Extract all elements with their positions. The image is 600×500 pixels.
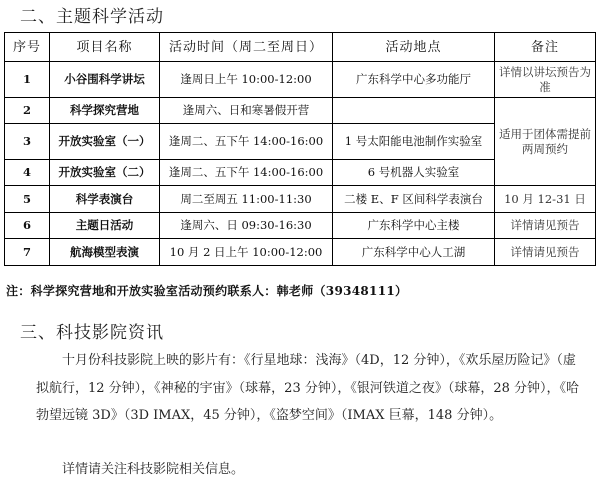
- booking-note: 注：科学探究营地和开放实验室活动预约联系人：韩老师（39348111）: [6, 284, 408, 298]
- row-number: 1: [5, 62, 50, 98]
- activity-name: 科学表演台: [50, 186, 160, 213]
- table-row: [5, 239, 596, 266]
- activity-name: 开放实验室（一）: [50, 124, 160, 160]
- activity-name: 航海模型表演: [50, 239, 160, 266]
- activity-place: 广东科学中心多功能厅: [333, 62, 495, 98]
- row-number: 4: [5, 160, 50, 186]
- activity-remark: 详情请见预告: [495, 239, 596, 266]
- activity-name: 科学探究营地: [50, 98, 160, 124]
- activity-time: 逢周日上午 10:00-12:00: [160, 62, 333, 98]
- activity-remark: 详情请见预告: [495, 213, 596, 239]
- row-number: 5: [5, 186, 50, 213]
- cinema-more-info: 详情请关注科技影院相关信息。: [62, 462, 245, 477]
- table-row: [5, 62, 596, 98]
- row-number: 3: [5, 124, 50, 160]
- row-number: 6: [5, 213, 50, 239]
- header-remark: 备注: [495, 33, 596, 62]
- activity-time: 逢周六、日 09:30-16:30: [160, 213, 333, 239]
- header-name: 项目名称: [50, 33, 160, 62]
- table-row: [5, 186, 596, 213]
- activity-time: 逢周二、五下午 14:00-16:00: [160, 124, 333, 160]
- row-number: 2: [5, 98, 50, 124]
- header-no: 序号: [5, 33, 50, 62]
- table-row: [5, 213, 596, 239]
- table-header-row: [5, 33, 596, 62]
- activity-time: 逢周二、五下午 14:00-16:00: [160, 160, 333, 186]
- activity-remark: 10 月 12-31 日: [495, 186, 596, 213]
- section-3-title: 三、科技影院资讯: [20, 323, 164, 343]
- activity-place: [333, 98, 495, 124]
- activity-time: 周二至周五 11:00-11:30: [160, 186, 333, 213]
- activity-place: 广东科学中心人工湖: [333, 239, 495, 266]
- activity-name: 主题日活动: [50, 213, 160, 239]
- activity-table: [4, 32, 596, 266]
- row-number: 7: [5, 239, 50, 266]
- activity-place: 广东科学中心主楼: [333, 213, 495, 239]
- activity-place: 6 号机器人实验室: [333, 160, 495, 186]
- header-place: 活动地点: [333, 33, 495, 62]
- activity-place: 1 号太阳能电池制作实验室: [333, 124, 495, 160]
- header-time: 活动时间（周二至周日）: [160, 33, 333, 62]
- activity-time: 逢周六、日和寒暑假开营: [160, 98, 333, 124]
- activity-place: 二楼 E、F 区间科学表演台: [333, 186, 495, 213]
- activity-name: 小谷围科学讲坛: [50, 62, 160, 98]
- activity-time: 10 月 2 日上午 10:00-12:00: [160, 239, 333, 266]
- table-row: [5, 98, 596, 124]
- cinema-paragraph: 十月份科技影院上映的影片有：《行星地球：浅海》（4D，12 分钟），《欢乐屋历险记》（虚拟航行，12 分钟），《神秘的宇宙》（球幕，23 分钟），《银河铁道之夜》（球幕，28 分钟），《哈勃望远镜 3D》（3D IMAX，45 分钟），《盗梦空间》（IMAX 巨幕，148 分钟）。: [36, 353, 580, 423]
- section-2-title: 二、主题科学活动: [20, 7, 164, 27]
- activity-remark: 详情以讲坛预告为准: [495, 62, 596, 98]
- activity-name: 开放实验室（二）: [50, 160, 160, 186]
- merged-remark: 适用于团体需提前两周预约: [495, 98, 596, 186]
